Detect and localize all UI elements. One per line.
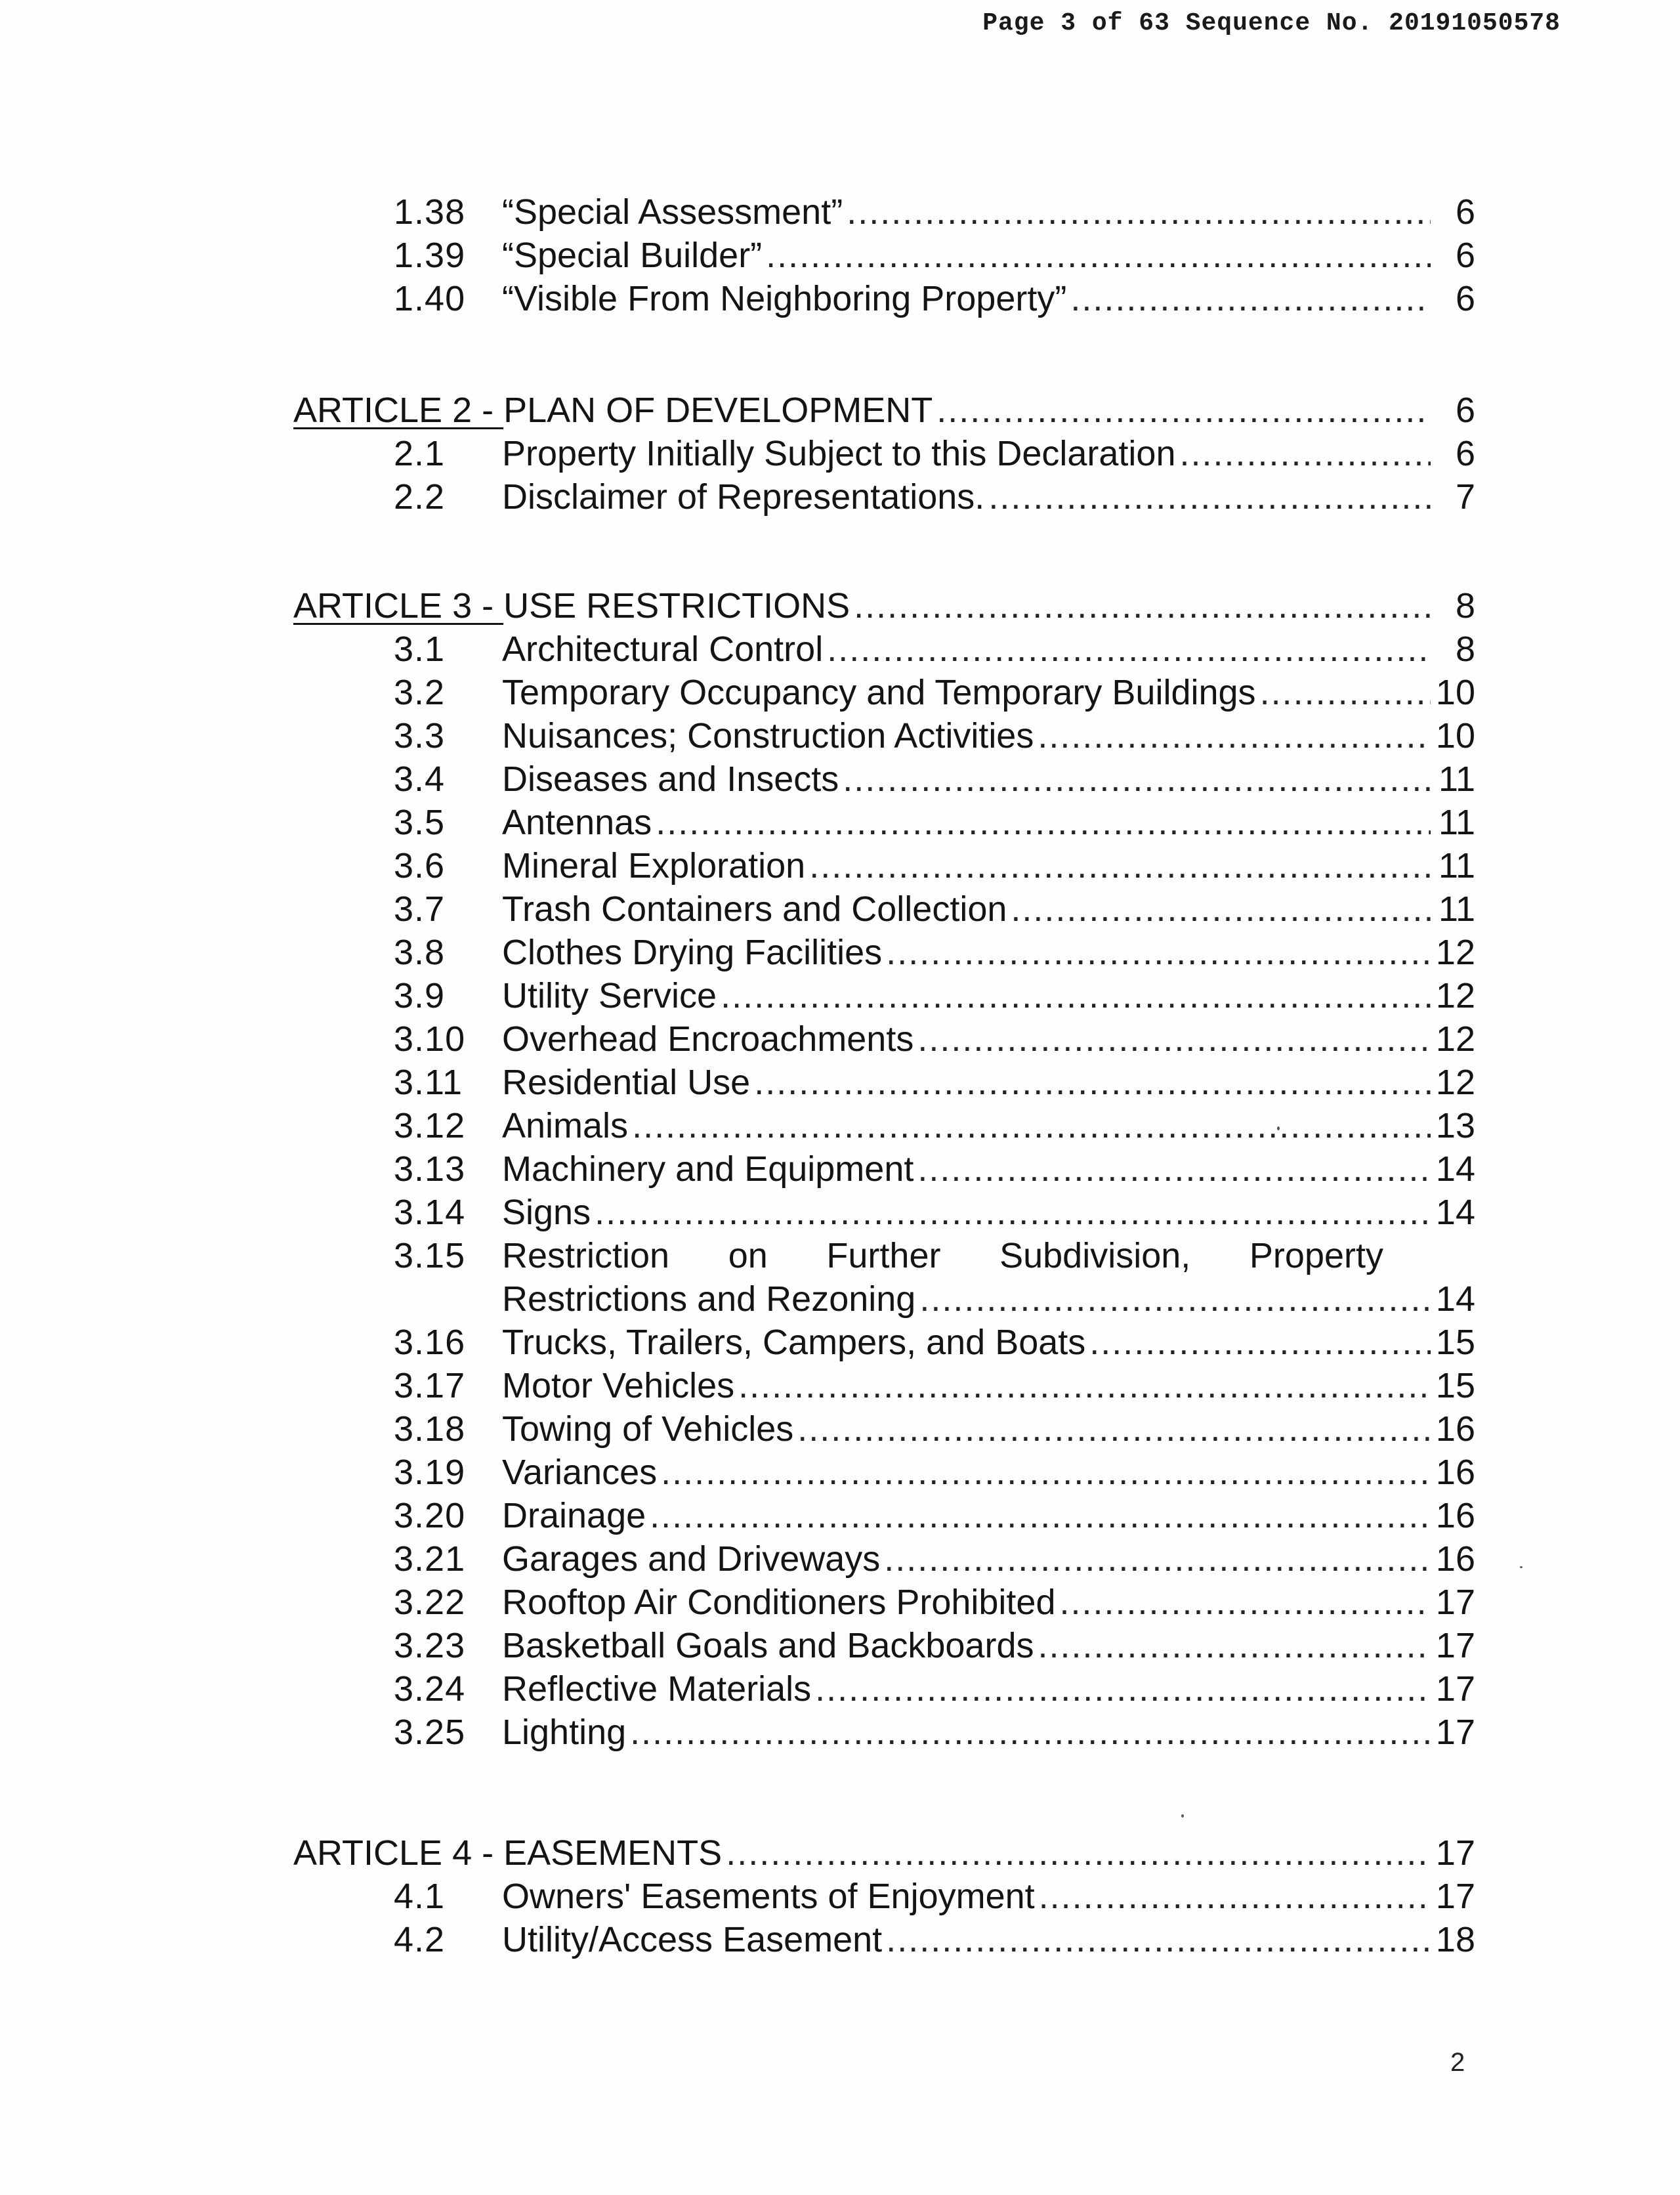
- toc-entry-title: Motor Vehicles: [502, 1366, 735, 1405]
- toc-entry-title-line: [502, 1017, 1475, 1061]
- toc-entry-title: “Visible From Neighboring Property”: [502, 279, 1067, 318]
- toc-entry[interactable]: [394, 1017, 1475, 1061]
- toc-entry[interactable]: [394, 475, 1475, 519]
- toc-entry-number: 3.7: [394, 889, 446, 929]
- toc-article-heading[interactable]: [293, 584, 1475, 628]
- dot-leader: [797, 1407, 1431, 1451]
- toc-entry-page: 16: [1435, 1453, 1475, 1492]
- toc-entry-page: 12: [1435, 1063, 1475, 1102]
- toc-entry-page: 17: [1435, 1626, 1475, 1665]
- toc-entry-number: 3.1: [394, 629, 446, 669]
- toc-entry-title-line: [502, 801, 1475, 844]
- toc-entry-word: Further: [826, 1236, 941, 1275]
- article-page: 8: [1455, 586, 1475, 626]
- toc-entry-page: 12: [1435, 1019, 1475, 1059]
- toc-entry-number: 3.25: [394, 1713, 466, 1752]
- dot-leader: [1070, 277, 1431, 320]
- toc-entry[interactable]: [394, 1321, 1475, 1364]
- toc-entry-title: “Special Builder”: [502, 236, 763, 275]
- toc-entry[interactable]: [394, 432, 1475, 475]
- toc-entry-page: 14: [1435, 1193, 1475, 1232]
- toc-entry-title-line: [502, 432, 1475, 475]
- toc-entry-title: Trucks, Trailers, Campers, and Boats: [502, 1323, 1086, 1362]
- toc-entry-number: 3.5: [394, 803, 446, 842]
- article-title: USE RESTRICTIONS: [503, 586, 850, 626]
- toc-entry-title: Nuisances; Construction Activities: [502, 716, 1034, 756]
- toc-entry-page: 11: [1438, 803, 1475, 842]
- toc-entry-title: Utility Service: [502, 976, 717, 1015]
- dot-leader: [809, 844, 1431, 887]
- toc-entry-title-line: [502, 1918, 1475, 1961]
- toc-entry-number: 4.2: [394, 1920, 446, 1959]
- toc-entry[interactable]: [394, 1624, 1475, 1667]
- toc-entry[interactable]: [394, 1451, 1475, 1494]
- toc-entry-title-line: [502, 1494, 1475, 1537]
- toc-entry-title-line: [502, 844, 1475, 887]
- toc-entry-title: Animals: [502, 1106, 629, 1145]
- toc-entry-title: Towing of Vehicles: [502, 1409, 794, 1449]
- toc-entry-number: 3.2: [394, 673, 446, 712]
- toc-entry-word: Restriction: [502, 1236, 670, 1275]
- toc-entry-page: 6: [1455, 192, 1475, 232]
- toc-entry-title-line: [502, 1321, 1475, 1364]
- toc-entry-page: 11: [1438, 889, 1475, 929]
- toc-entry-title: “Special Assessment”: [502, 192, 843, 232]
- dot-leader: [919, 1277, 1431, 1321]
- toc-entry-page: 12: [1435, 933, 1475, 972]
- article-page: 6: [1455, 391, 1475, 430]
- toc-entry-title-line: [502, 1667, 1475, 1711]
- toc-entry-number: 3.17: [394, 1366, 466, 1405]
- toc-entry-number: 3.14: [394, 1193, 466, 1232]
- toc-entry-title: Utility/Access Easement: [502, 1920, 883, 1959]
- page-number: 2: [1450, 2048, 1465, 2077]
- dot-leader: [1038, 714, 1431, 757]
- toc-entry-page: 16: [1435, 1409, 1475, 1449]
- dot-leader: [886, 931, 1431, 974]
- toc-entry-title-line: [502, 277, 1475, 320]
- dot-leader: [827, 628, 1431, 671]
- toc-entry-title: Reflective Materials: [502, 1669, 812, 1709]
- toc-article-line: [293, 1831, 1475, 1875]
- toc-entry-title-line: [502, 1537, 1475, 1581]
- dot-leader: [884, 1537, 1431, 1581]
- toc-entry-number: 1.38: [394, 192, 466, 232]
- dot-leader: [656, 801, 1431, 844]
- toc-entry-title-line: [502, 1711, 1475, 1754]
- toc-entry[interactable]: [394, 190, 1475, 234]
- toc-entry[interactable]: [394, 887, 1475, 931]
- toc-entry-title-line: [502, 1451, 1475, 1494]
- toc-entry-page: 17: [1435, 1713, 1475, 1752]
- toc-entry-title: Garages and Driveways: [502, 1539, 881, 1579]
- toc-entry[interactable]: [394, 1234, 1475, 1321]
- toc-entry-page: 17: [1435, 1583, 1475, 1622]
- toc-entry-page: 8: [1455, 629, 1475, 669]
- dot-leader: [1179, 432, 1431, 475]
- toc-entry[interactable]: [394, 628, 1475, 671]
- toc-entry-title: Rooftop Air Conditioners Prohibited: [502, 1583, 1056, 1622]
- dot-leader: [630, 1711, 1431, 1754]
- toc-entry[interactable]: [394, 1407, 1475, 1451]
- toc-entry-number: 3.19: [394, 1453, 466, 1492]
- dot-leader: [1089, 1321, 1431, 1364]
- toc-entry-title: Trash Containers and Collection: [502, 889, 1007, 929]
- toc-entry[interactable]: [394, 1667, 1475, 1711]
- toc-entry-number: 3.16: [394, 1323, 466, 1362]
- toc-entry[interactable]: [394, 1364, 1475, 1407]
- toc-entry[interactable]: [394, 757, 1475, 801]
- dot-leader: [815, 1667, 1431, 1711]
- toc-entry-page: 16: [1435, 1496, 1475, 1535]
- toc-entry-number: 3.24: [394, 1669, 466, 1709]
- toc-entry-title-line: [502, 974, 1475, 1017]
- toc-entry[interactable]: [394, 277, 1475, 320]
- toc-entry-title-line: [502, 931, 1475, 974]
- toc-entry-title-line: [502, 190, 1475, 234]
- toc-entry-number: 3.8: [394, 933, 446, 972]
- toc-entry-title: Diseases and Insects: [502, 759, 839, 799]
- toc-entry-title: Clothes Drying Facilities: [502, 933, 883, 972]
- toc-entry-title-line: [502, 1875, 1475, 1918]
- toc-entry-number: 3.15: [394, 1236, 466, 1275]
- toc-entry-page: 14: [1435, 1279, 1475, 1319]
- toc-entry-page: 10: [1435, 716, 1475, 756]
- toc-entry-number: 3.6: [394, 846, 446, 885]
- toc-entry-title-line: [502, 1624, 1475, 1667]
- toc-article-line: [293, 584, 1475, 628]
- toc-entry[interactable]: [394, 801, 1475, 844]
- dot-leader: [721, 974, 1431, 1017]
- toc-entry-page: 18: [1435, 1920, 1475, 1959]
- toc-entry-title: Property Initially Subject to this Declaration: [502, 434, 1176, 473]
- toc-entry-title-line1: [502, 1234, 1383, 1277]
- dot-leader: [766, 234, 1431, 277]
- toc-entry[interactable]: [394, 1537, 1475, 1581]
- toc-entry-number: 3.13: [394, 1149, 466, 1189]
- toc-entry-number: 2.1: [394, 434, 446, 473]
- toc-entry-title-line: [502, 1104, 1475, 1147]
- toc-entry[interactable]: [394, 234, 1475, 277]
- toc-entry-number: 3.4: [394, 759, 446, 799]
- toc-entry[interactable]: [394, 1711, 1475, 1754]
- toc-entry-title: Basketball Goals and Backboards: [502, 1626, 1034, 1665]
- toc-entry-page: 12: [1435, 976, 1475, 1015]
- article-title: EASEMENTS: [503, 1833, 723, 1873]
- toc-entry-title-line: [502, 714, 1475, 757]
- toc-entry-title-line: [502, 1061, 1475, 1104]
- toc-entry-title-line: [502, 1407, 1475, 1451]
- toc-entry-title: Drainage: [502, 1496, 646, 1535]
- toc-entry-title-line: [502, 1364, 1475, 1407]
- toc-entry-title: Lighting: [502, 1713, 627, 1752]
- toc-entry-title-line2: [502, 1277, 1475, 1321]
- dot-leader: [738, 1364, 1431, 1407]
- article-page: 17: [1435, 1833, 1475, 1873]
- toc-entry-title: Residential Use: [502, 1063, 751, 1102]
- toc-entry[interactable]: [394, 1918, 1475, 1961]
- toc-entry-title-line: [502, 628, 1475, 671]
- toc-entry-title: Variances: [502, 1453, 658, 1492]
- toc-entry-page: 17: [1435, 1669, 1475, 1709]
- toc-entry-number: 3.9: [394, 976, 446, 1015]
- scan-speck: [1520, 1566, 1522, 1568]
- dot-leader: [854, 584, 1431, 628]
- toc-entry-number: 3.3: [394, 716, 446, 756]
- toc-entry-page: 11: [1438, 759, 1475, 799]
- toc-entry[interactable]: [394, 1581, 1475, 1624]
- toc-entry-title-line: [502, 887, 1475, 931]
- scan-speck: [1277, 1126, 1280, 1130]
- toc-entry-page: 15: [1435, 1323, 1475, 1362]
- toc-entry-page: 7: [1455, 477, 1475, 517]
- toc-entry[interactable]: [394, 714, 1475, 757]
- toc-entry-title: Temporary Occupancy and Temporary Buildings: [502, 673, 1256, 712]
- toc-entry-title-line: [502, 234, 1475, 277]
- toc-entry-title: Owners' Easements of Enjoyment: [502, 1877, 1035, 1916]
- page-header: Page 3 of 63 Sequence No. 20191050578: [982, 9, 1561, 37]
- toc-entry-title: Antennas: [502, 803, 652, 842]
- dot-leader: [1060, 1581, 1431, 1624]
- dot-leader: [886, 1918, 1431, 1961]
- dot-leader: [917, 1017, 1431, 1061]
- dot-leader: [1038, 1624, 1431, 1667]
- dot-leader: [847, 190, 1431, 234]
- toc-entry-word: on: [728, 1236, 768, 1275]
- toc-entry[interactable]: [394, 1191, 1475, 1234]
- toc-entry-title-line: [502, 475, 1475, 519]
- toc-entry[interactable]: [394, 1104, 1475, 1147]
- dot-leader: [650, 1494, 1431, 1537]
- toc-entry[interactable]: [394, 1147, 1475, 1191]
- toc-entry-page: 14: [1435, 1149, 1475, 1189]
- article-label: ARTICLE 3 -: [293, 586, 504, 626]
- scan-speck: [1181, 1814, 1184, 1818]
- toc-entry[interactable]: [394, 671, 1475, 714]
- toc-entry-title-line: [502, 1191, 1475, 1234]
- toc-entry-page: 6: [1455, 434, 1475, 473]
- toc-entry-page: 13: [1435, 1106, 1475, 1145]
- dot-leader: [661, 1451, 1431, 1494]
- toc-article-heading[interactable]: [293, 389, 1475, 432]
- article-label: ARTICLE 4 -: [293, 1833, 504, 1873]
- toc-entry-title-line: [502, 1581, 1475, 1624]
- toc-entry-page: 16: [1435, 1539, 1475, 1579]
- dot-leader: [726, 1831, 1431, 1875]
- toc-entry-number: 2.2: [394, 477, 446, 517]
- toc-entry-title: Architectural Control: [502, 629, 824, 669]
- toc-entry-number: 1.39: [394, 236, 466, 275]
- toc-entry-title: Overhead Encroachments: [502, 1019, 914, 1059]
- toc-entry-page: 10: [1435, 673, 1475, 712]
- toc-entry-number: 3.10: [394, 1019, 466, 1059]
- toc-entry-number: 4.1: [394, 1877, 446, 1916]
- toc-entry-title-line: [502, 757, 1475, 801]
- toc-article-line: [293, 389, 1475, 432]
- toc-entry[interactable]: [394, 931, 1475, 974]
- toc-entry[interactable]: [394, 844, 1475, 887]
- toc-entry-title: Signs: [502, 1193, 591, 1232]
- dot-leader: [1039, 1875, 1431, 1918]
- toc-article-heading[interactable]: [293, 1831, 1475, 1875]
- toc-entry-title-line: [502, 1147, 1475, 1191]
- dot-leader: [843, 757, 1431, 801]
- toc-entry-page: 11: [1438, 846, 1475, 885]
- dot-leader: [917, 1147, 1431, 1191]
- dot-leader: [936, 389, 1431, 432]
- toc-entry-title: Restrictions and Rezoning: [502, 1279, 916, 1319]
- toc-entry-number: 3.12: [394, 1106, 466, 1145]
- dot-leader: [988, 475, 1431, 519]
- toc-entry[interactable]: [394, 1494, 1475, 1537]
- toc-entry-word: Subdivision,: [999, 1236, 1191, 1275]
- toc-entry-page: 6: [1455, 279, 1475, 318]
- dot-leader: [632, 1104, 1431, 1147]
- toc-entry-page: 6: [1455, 236, 1475, 275]
- toc-entry-word: Property: [1249, 1236, 1383, 1275]
- dot-leader: [754, 1061, 1431, 1104]
- toc-entry-number: 3.20: [394, 1496, 466, 1535]
- toc-entry-number: 1.40: [394, 279, 466, 318]
- dot-leader: [595, 1191, 1431, 1234]
- toc-entry[interactable]: [394, 1061, 1475, 1104]
- toc-entry-number: 3.22: [394, 1583, 466, 1622]
- dot-leader: [1011, 887, 1431, 931]
- toc-entry-number: 3.21: [394, 1539, 466, 1579]
- article-label: ARTICLE 2 -: [293, 391, 504, 430]
- toc-entry-number: 3.11: [394, 1063, 463, 1102]
- toc-entry-number: 3.23: [394, 1626, 466, 1665]
- toc-entry-title: Mineral Exploration: [502, 846, 806, 885]
- toc-entry[interactable]: [394, 974, 1475, 1017]
- toc-entry-title: Machinery and Equipment: [502, 1149, 914, 1189]
- toc-entry-title-line: [502, 671, 1475, 714]
- toc-entry-page: 15: [1435, 1366, 1475, 1405]
- toc-entry-title: Disclaimer of Representations.: [502, 477, 985, 517]
- article-title: PLAN OF DEVELOPMENT: [503, 391, 933, 430]
- toc-entry-number: 3.18: [394, 1409, 466, 1449]
- toc-entry-page: 17: [1435, 1877, 1475, 1916]
- toc-entry[interactable]: [394, 1875, 1475, 1918]
- dot-leader: [1260, 671, 1431, 714]
